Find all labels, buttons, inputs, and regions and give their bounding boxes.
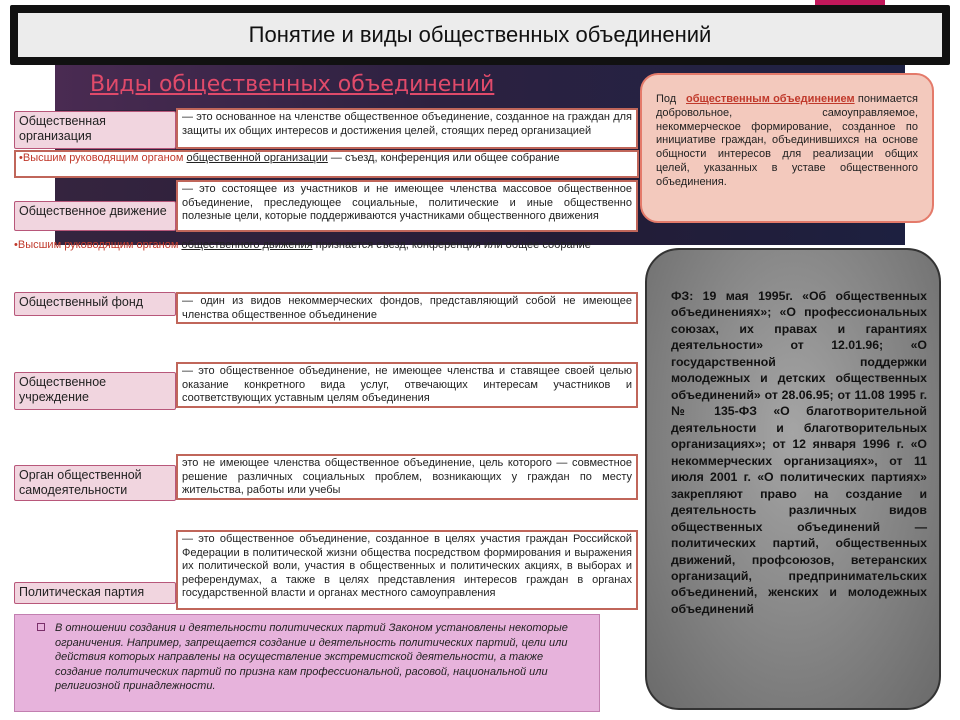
type-label-fund: Общественный фонд: [14, 292, 176, 316]
federal-laws-panel: [645, 248, 941, 710]
type-definition-organization: — это основанное на членстве общественное объединение, созданное на граждан для защиты их общих интересов и достижения целей, стоящих перед организацией: [176, 108, 638, 149]
title-bar: [10, 5, 950, 65]
checkbox-bullet-icon: [37, 623, 45, 631]
type-label-movement: Общественное движение: [14, 201, 176, 231]
bullet-icon: •: [19, 152, 23, 164]
type-definition-self-activity: это не имеющее членства общественное объединение, цель которого — совместное решение различных социальных проблем, возникающих у граждан по месту жительства, работы или учебы: [176, 454, 638, 500]
section-title: Виды общественных объединений: [90, 72, 495, 97]
type-label-institution: Общественное учреждение: [14, 372, 176, 410]
type-definition-fund: — один из видов некоммерческих фондов, представляющий собой не имеющее членства общественное объединение: [176, 292, 638, 324]
type-label-organization: Общественная организация: [14, 111, 176, 149]
party-restriction-note: [14, 614, 600, 712]
definition-term: общественным объединением: [686, 93, 855, 105]
type-label-self-activity: Орган общественной самодеятельности: [14, 465, 176, 501]
type-definition-movement: — это состоящее из участников и не имеющее членства массовое общественное объединение, преследующее социальные, политические и иные общественно полезные цели, которые поддерживаются участниками общественного движения: [176, 180, 638, 232]
type-definition-party: — это общественное объединение, созданное в целях участия граждан Российской Федерации в политической жизни общества посредством формирования и выражения их политической воли, участия в общественных и политических акциях, в выборах и референдумах, а также в целях представления интересов граждан в органах государственной власти и органах местного самоуправления: [176, 530, 638, 610]
page-title: Понятие и виды общественных объединений: [248, 22, 712, 47]
type-label-party: Политическая партия: [14, 582, 176, 604]
type-definition-institution: — это общественное объединение, не имеющее членства и ставящее своей целью оказание конкретного вида услуг, отвечающих интересам участников и соответствующих уставным целям объединения: [176, 362, 638, 408]
federal-laws-text: ФЗ: 19 мая 1995г. «Об общественных объединениях»; «О профессиональных союзах, их правах и гарантиях деятельности» от 12.01.96; «О государственной поддержки молодежных и детских общественных объединений» от 28.06.95; от 11.08 1995 г. № 135-ФЗ «О благотворительной деятельности и благотворительных организациях»; от 12 января 1996 г. «О некоммерческих организациях», от 11 июля 2001 г. «О политических партиях» закрепляют право на создание и деятельность различных видов общественных объединений — политических партий, общественных движений, профсоюзов, ветеранских организаций, предпринимательских объединений, женских и молодежных объединений: [671, 289, 927, 616]
note-movement: •Высшим руководящим органом общественного движения признается съезд, конференция или общее собрание: [14, 239, 591, 251]
bullet-icon: •: [14, 239, 18, 251]
definition-callout: Под общественным объединением понимается добровольное, самоуправляемое, некоммерческое формирование, созданное по инициативе граждан, объединившихся на основе общности интересов для реализации общих целей, указанных в уставе общественного объединения.: [640, 73, 934, 223]
party-restriction-text: В отношении создания и деятельности политических партий Законом установлены некоторые ограничения. Например, запрещается создание и деятельность политических партий, цели или действия которых направлены на осуществление экстремистской деятельности, а также создание политических партий по призна кам профессиональной, расовой, национальной или религиозной принадлежности.: [55, 622, 568, 693]
title-inner: [18, 13, 942, 57]
note-organization: •Высшим руководящим органом общественной организации — съезд, конференция или общее собрание: [14, 150, 639, 178]
